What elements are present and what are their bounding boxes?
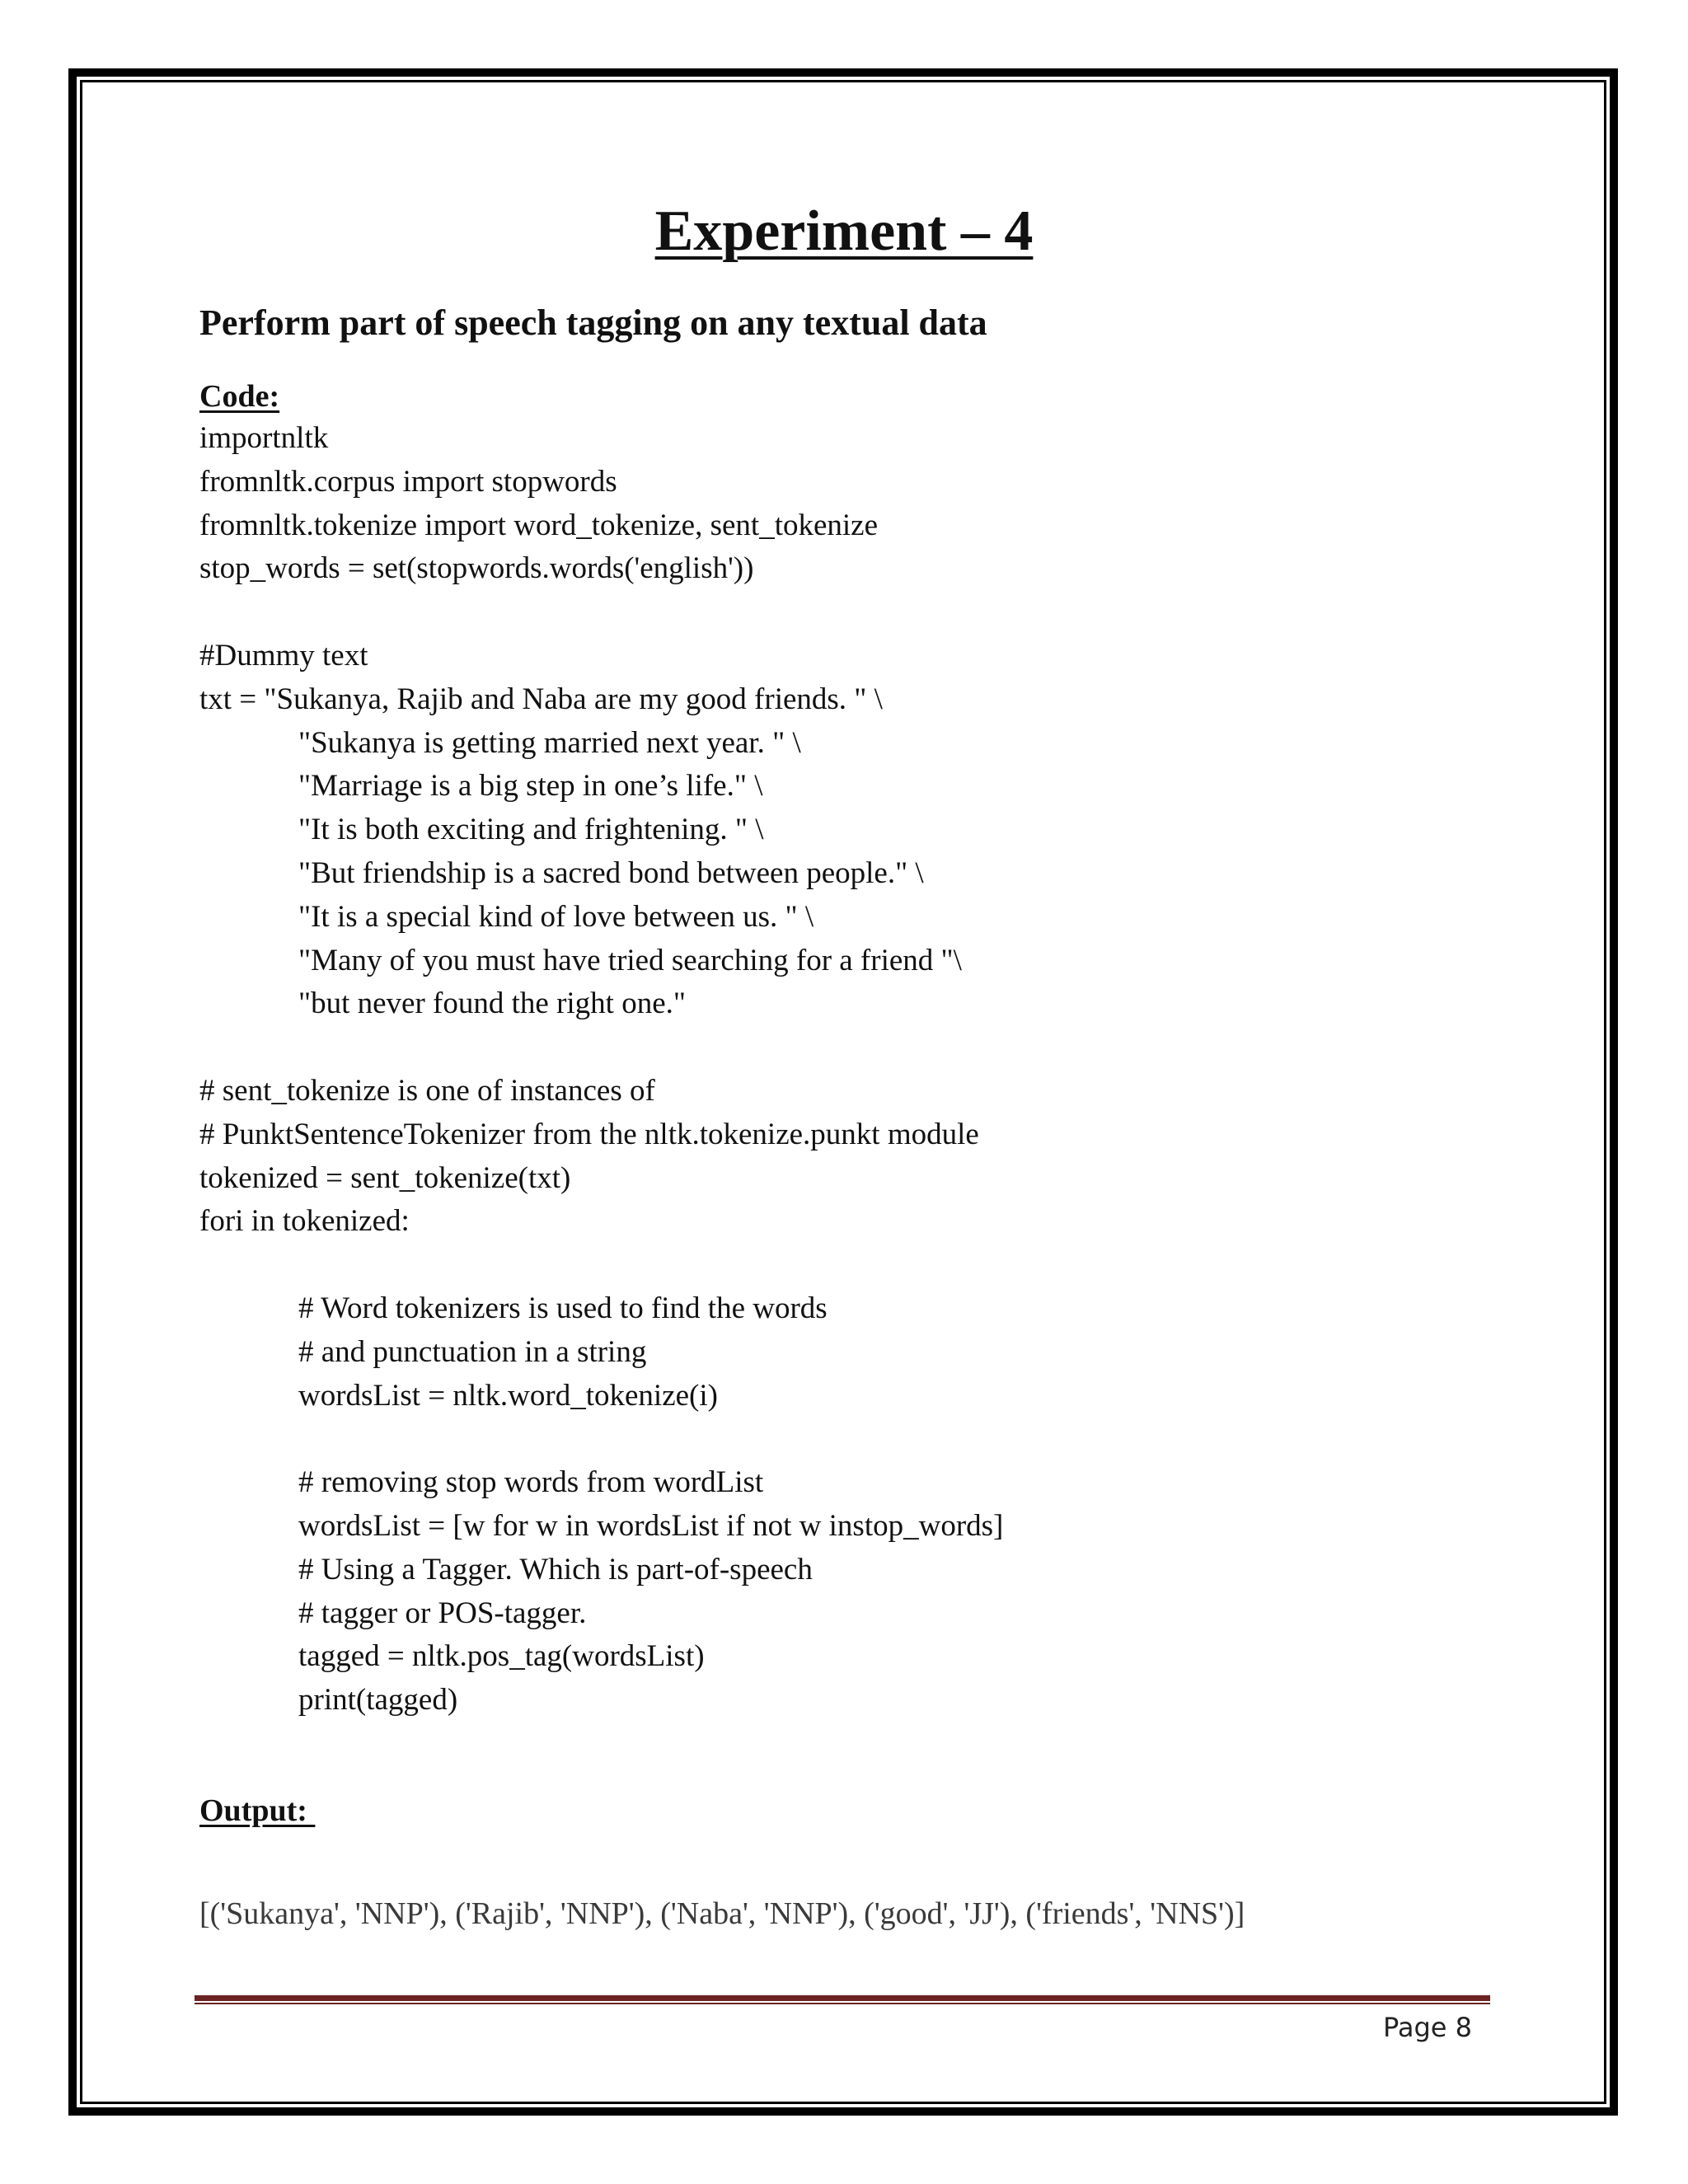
code-line: txt = "Sukanya, Rajib and Naba are my good friends. " \ bbox=[199, 682, 883, 716]
page-number: Page 8 bbox=[1383, 2012, 1472, 2043]
code-line: tokenized = sent_tokenize(txt) bbox=[199, 1160, 571, 1195]
code-line: importnltk bbox=[199, 421, 329, 455]
code-blank-line bbox=[199, 1026, 1518, 1070]
code-listing bbox=[199, 417, 1518, 1722]
code-blank-line bbox=[199, 591, 1518, 635]
code-line: wordsList = nltk.word_tokenize(i) bbox=[298, 1378, 718, 1413]
footer-divider-thick bbox=[195, 1995, 1490, 2001]
output-heading: Output: bbox=[199, 1793, 316, 1828]
code-line: # tagger or POS-tagger. bbox=[298, 1596, 587, 1630]
code-line: "but never found the right one." bbox=[298, 987, 686, 1021]
code-line: "But friendship is a sacred bond between people." \ bbox=[298, 855, 924, 890]
code-line: "It is both exciting and frightening. " \ bbox=[298, 813, 764, 847]
page-title-text: Experiment – 4 bbox=[654, 199, 1034, 263]
code-blank-line bbox=[199, 1244, 1518, 1287]
code-line: #Dummy text bbox=[199, 638, 368, 673]
code-line: # Using a Tagger. Which is part-of-speech bbox=[298, 1552, 813, 1586]
code-line: # and punctuation in a string bbox=[298, 1334, 647, 1369]
code-line: tagged = nltk.pos_tag(wordsList) bbox=[298, 1639, 705, 1674]
code-line: "Marriage is a big step in one’s life." \ bbox=[298, 769, 763, 804]
footer-divider bbox=[195, 1995, 1490, 2005]
code-line: stop_words = set(stopwords.words('english')) bbox=[199, 551, 754, 586]
code-line: fori in tokenized: bbox=[199, 1204, 410, 1239]
code-blank-line bbox=[199, 1418, 1518, 1461]
code-line: wordsList = [w for w in wordsList if not w instop_words] bbox=[298, 1508, 1004, 1543]
code-line: fromnltk.corpus import stopwords bbox=[199, 464, 617, 499]
code-line: "Sukanya is getting married next year. " \ bbox=[298, 725, 801, 760]
code-line: fromnltk.tokenize import word_tokenize, sent_tokenize bbox=[199, 508, 879, 542]
page-title bbox=[0, 194, 1688, 269]
code-line: "Many of you must have tried searching for a friend "\ bbox=[298, 943, 962, 977]
output-result: [('Sukanya', 'NNP'), ('Rajib', 'NNP'), ('Naba', 'NNP'), ('good', 'JJ'), ('friends', 'NNS')] bbox=[199, 1896, 1245, 1931]
footer-divider-thin bbox=[195, 2003, 1490, 2004]
code-line: # removing stop words from wordList bbox=[298, 1465, 764, 1500]
code-line: print(tagged) bbox=[298, 1683, 458, 1718]
experiment-aim: Perform part of speech tagging on any textual data bbox=[199, 302, 987, 343]
code-line: # PunktSentenceTokenizer from the nltk.tokenize.punkt module bbox=[199, 1117, 979, 1151]
code-line: # sent_tokenize is one of instances of bbox=[199, 1073, 655, 1108]
code-line: # Word tokenizers is used to find the words bbox=[298, 1291, 828, 1325]
code-heading: Code: bbox=[199, 379, 280, 414]
code-line: "It is a special kind of love between us. " \ bbox=[298, 899, 814, 934]
